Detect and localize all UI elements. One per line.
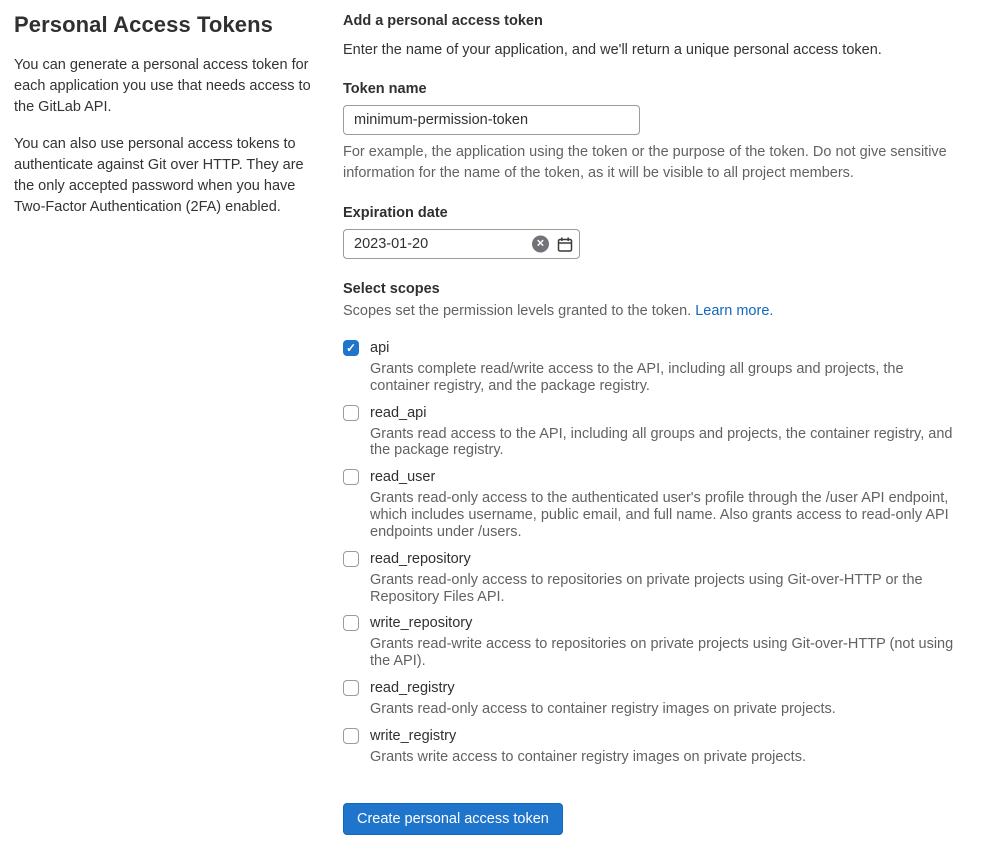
scope-checkbox-read_repository[interactable] — [343, 551, 359, 567]
add-token-form — [343, 12, 962, 835]
scope-head — [343, 340, 962, 356]
scope-description: Grants read-only access to the authenticated user's profile through the /user API endpoint, which includes username, public email, and full name. Also grants access to read-only API endpoints under /users. — [370, 490, 949, 540]
token-name-help: For example, the application using the token or the purpose of the token. Do not give sensitive information for the name of the token, as it will be visible to all project members. — [343, 144, 947, 182]
scope-description: Grants read access to the API, including all groups and projects, the container registry, and the package registry. — [370, 425, 953, 459]
scope-head — [343, 469, 962, 485]
scope-item — [343, 405, 962, 460]
scope-item — [343, 615, 962, 670]
scope-head — [343, 551, 962, 567]
section-description-paragraph-1: You can generate a personal access token for each application you use that needs access to the GitLab API. — [14, 57, 311, 116]
expiration-date-field-group — [343, 205, 962, 259]
scope-checkbox-read_api[interactable] — [343, 405, 359, 421]
token-name-label: Token name — [343, 81, 427, 97]
scope-checkbox-write_registry[interactable] — [343, 728, 359, 744]
settings-section-description — [14, 12, 320, 835]
scope-item — [343, 728, 962, 766]
scope-description: Grants read-write access to repositories on private projects using Git-over-HTTP (not using the API). — [370, 636, 954, 670]
scopes-list — [343, 340, 962, 766]
section-description-paragraph-2: You can also use personal access tokens to authenticate against Git over HTTP. They are the only accepted password when you have Two-Factor Authentication (2FA) enabled. — [14, 136, 304, 216]
token-name-input[interactable] — [343, 105, 640, 135]
scope-item — [343, 551, 962, 606]
scope-head — [343, 728, 962, 744]
scope-head — [343, 680, 962, 696]
form-heading: Add a personal access token — [343, 13, 543, 29]
scope-name-label: write_registry — [370, 727, 457, 744]
scope-name-label: write_repository — [370, 615, 473, 632]
scope-checkbox-read_user[interactable] — [343, 469, 359, 485]
scopes-help — [343, 303, 962, 319]
scope-checkbox-write_repository[interactable] — [343, 615, 359, 631]
scope-description: Grants read-only access to repositories on private projects using Git-over-HTTP or the Repository Files API. — [370, 571, 923, 605]
scope-checkbox-read_registry[interactable] — [343, 680, 359, 696]
expiration-date-label: Expiration date — [343, 205, 448, 222]
select-scopes-label: Select scopes — [343, 281, 440, 298]
calendar-icon[interactable] — [556, 236, 573, 253]
create-token-button[interactable]: Create personal access token — [343, 803, 563, 835]
scope-item — [343, 469, 962, 540]
scope-checkbox-api[interactable] — [343, 340, 359, 356]
scopes-help-text: Scopes set the permission levels granted to the token. — [343, 303, 692, 320]
form-subheading: Enter the name of your application, and we'll return a unique personal access token. — [343, 42, 882, 58]
scope-description: Grants read-only access to container registry images on private projects. — [370, 700, 836, 717]
page-title: Personal Access Tokens — [14, 12, 273, 37]
scope-name-label: api — [370, 340, 390, 357]
scope-item — [343, 340, 962, 395]
scope-name-label: read_api — [370, 404, 427, 421]
scope-name-label: read_repository — [370, 550, 471, 567]
clear-date-icon[interactable]: ✕ — [532, 236, 549, 253]
token-name-field-group — [343, 81, 962, 184]
scope-head — [343, 405, 962, 421]
expiration-date-wrapper — [343, 229, 580, 259]
scope-description: Grants write access to container registry images on private projects. — [370, 748, 806, 765]
scope-name-label: read_user — [370, 469, 436, 486]
scope-name-label: read_registry — [370, 679, 455, 696]
scope-head — [343, 615, 962, 631]
scope-description: Grants complete read/write access to the API, including all groups and projects, the container registry, and the package registry. — [370, 361, 904, 394]
scope-item — [343, 680, 962, 718]
learn-more-link[interactable]: Learn more. — [695, 303, 774, 320]
